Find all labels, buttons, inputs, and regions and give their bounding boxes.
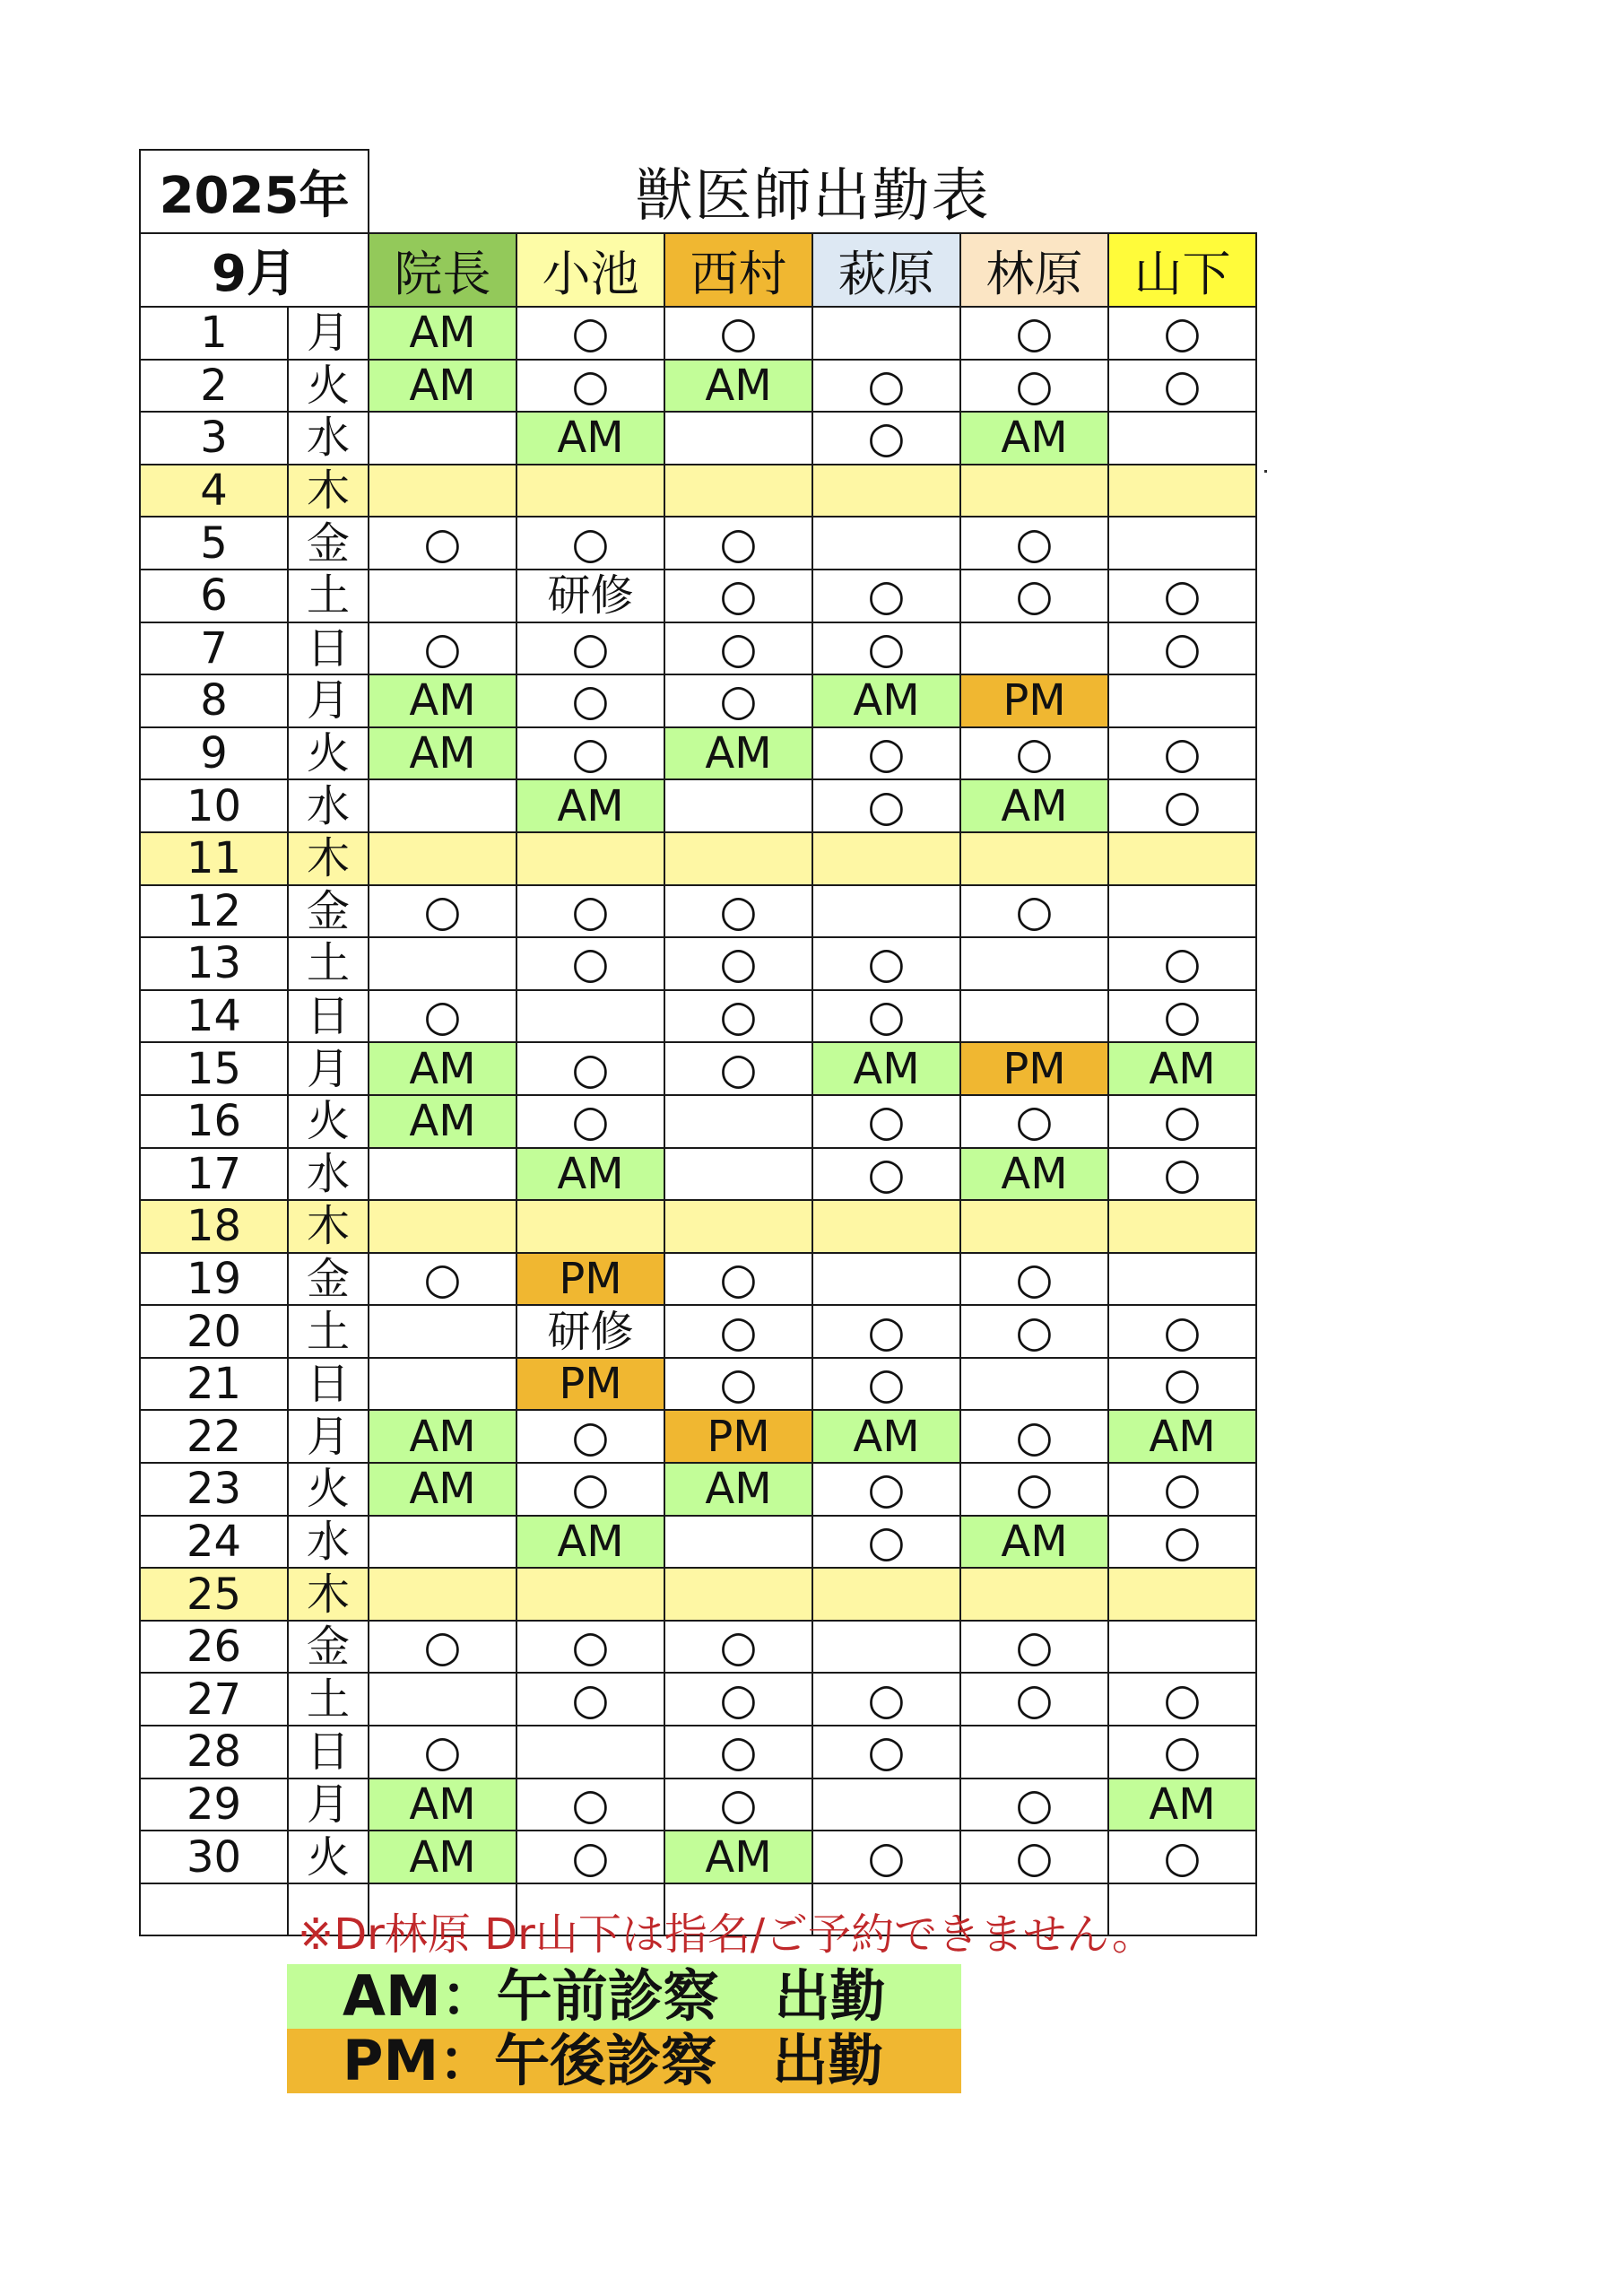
schedule-cell: AM xyxy=(664,360,812,413)
month-label: 9月 xyxy=(140,233,369,307)
schedule-cell: AM xyxy=(369,1095,516,1148)
schedule-cell: ○ xyxy=(516,360,664,413)
schedule-cell xyxy=(369,465,516,517)
schedule-cell xyxy=(1108,412,1256,465)
schedule-cell: ○ xyxy=(369,990,516,1043)
day-number: 28 xyxy=(140,1726,288,1779)
attendance-table xyxy=(139,149,1257,1936)
schedule-cell: ○ xyxy=(516,517,664,570)
day-number: 17 xyxy=(140,1148,288,1201)
schedule-cell: ○ xyxy=(1108,727,1256,780)
schedule-cell: AM xyxy=(960,1516,1108,1569)
schedule-cell xyxy=(1108,674,1256,727)
day-number: 29 xyxy=(140,1779,288,1831)
schedule-cell xyxy=(664,465,812,517)
schedule-cell xyxy=(960,937,1108,990)
table-row xyxy=(140,1621,1256,1674)
schedule-cell: AM xyxy=(1108,1779,1256,1831)
schedule-cell: ○ xyxy=(812,990,960,1043)
schedule-cell: ○ xyxy=(960,1410,1108,1463)
table-row xyxy=(140,570,1256,622)
schedule-cell: PM xyxy=(516,1358,664,1411)
schedule-cell: ○ xyxy=(812,1148,960,1201)
schedule-cell: ○ xyxy=(812,1726,960,1779)
schedule-cell: ○ xyxy=(960,1095,1108,1148)
weekday: 水 xyxy=(288,1516,369,1569)
schedule-cell: ○ xyxy=(664,622,812,675)
table-row xyxy=(140,779,1256,832)
schedule-cell: ○ xyxy=(960,727,1108,780)
schedule-cell xyxy=(1108,1568,1256,1621)
schedule-cell xyxy=(664,412,812,465)
day-number: 5 xyxy=(140,517,288,570)
weekday: 土 xyxy=(288,937,369,990)
schedule-cell: ○ xyxy=(1108,1673,1256,1726)
weekday: 土 xyxy=(288,570,369,622)
weekday: 火 xyxy=(288,727,369,780)
schedule-cell: AM xyxy=(1108,1042,1256,1095)
table-row xyxy=(140,1305,1256,1358)
schedule-cell xyxy=(369,1305,516,1358)
schedule-cell: AM xyxy=(369,1042,516,1095)
weekday: 木 xyxy=(288,832,369,885)
schedule-cell xyxy=(516,465,664,517)
weekday: 日 xyxy=(288,990,369,1043)
schedule-cell: ○ xyxy=(369,1253,516,1306)
schedule-cell: ○ xyxy=(960,517,1108,570)
day-number: 6 xyxy=(140,570,288,622)
schedule-cell: ○ xyxy=(369,517,516,570)
day-number: 22 xyxy=(140,1410,288,1463)
day-number: 15 xyxy=(140,1042,288,1095)
day-number: 21 xyxy=(140,1358,288,1411)
schedule-cell: AM xyxy=(516,1148,664,1201)
schedule-cell xyxy=(664,779,812,832)
schedule-cell xyxy=(812,517,960,570)
schedule-cell: AM xyxy=(369,307,516,360)
schedule-cell: ○ xyxy=(664,1358,812,1411)
weekday: 月 xyxy=(288,1779,369,1831)
weekday: 金 xyxy=(288,1253,369,1306)
schedule-cell: ○ xyxy=(812,1831,960,1883)
schedule-cell: ○ xyxy=(960,1621,1108,1674)
schedule-cell xyxy=(664,1200,812,1253)
weekday: 火 xyxy=(288,1831,369,1883)
schedule-cell: ○ xyxy=(1108,1516,1256,1569)
table-row xyxy=(140,990,1256,1043)
schedule-cell: ○ xyxy=(516,727,664,780)
schedule-cell xyxy=(812,1621,960,1674)
day-number: 20 xyxy=(140,1305,288,1358)
schedule-cell xyxy=(664,1095,812,1148)
schedule-cell: ○ xyxy=(664,937,812,990)
day-number: 19 xyxy=(140,1253,288,1306)
schedule-cell: AM xyxy=(960,779,1108,832)
schedule-cell: AM xyxy=(516,779,664,832)
schedule-cell: ○ xyxy=(1108,622,1256,675)
schedule-cell: PM xyxy=(960,674,1108,727)
schedule-cell xyxy=(960,832,1108,885)
schedule-cell xyxy=(812,1200,960,1253)
schedule-cell: ○ xyxy=(664,885,812,938)
schedule-cell: AM xyxy=(812,674,960,727)
table-row xyxy=(140,1779,1256,1831)
schedule-cell: ○ xyxy=(812,779,960,832)
schedule-cell: PM xyxy=(664,1410,812,1463)
schedule-cell: AM xyxy=(369,1410,516,1463)
booking-note: ※Dr林原 Dr山下は指名/ご予約できません。 xyxy=(298,1909,1155,1960)
table-row xyxy=(140,885,1256,938)
schedule-cell xyxy=(664,1148,812,1201)
day-number: 14 xyxy=(140,990,288,1043)
doctor-header: 院長 xyxy=(369,233,516,307)
schedule-cell xyxy=(960,1568,1108,1621)
schedule-cell xyxy=(960,1358,1108,1411)
schedule-cell xyxy=(369,1148,516,1201)
schedule-cell: ○ xyxy=(664,1673,812,1726)
schedule-cell: ○ xyxy=(664,990,812,1043)
table-row xyxy=(140,1042,1256,1095)
doctor-header: 小池 xyxy=(516,233,664,307)
schedule-cell: ○ xyxy=(664,570,812,622)
schedule-cell xyxy=(812,885,960,938)
schedule-cell xyxy=(1108,885,1256,938)
schedule-cell xyxy=(812,307,960,360)
doctor-header: 林原 xyxy=(960,233,1108,307)
schedule-cell: AM xyxy=(664,727,812,780)
schedule-cell: AM xyxy=(664,1463,812,1516)
schedule-cell xyxy=(960,1200,1108,1253)
table-row xyxy=(140,465,1256,517)
schedule-cell xyxy=(369,1568,516,1621)
schedule-cell: ○ xyxy=(1108,1095,1256,1148)
schedule-cell xyxy=(369,412,516,465)
schedule-cell xyxy=(812,1568,960,1621)
schedule-cell xyxy=(369,1516,516,1569)
schedule-cell: ○ xyxy=(664,517,812,570)
schedule-cell: ○ xyxy=(1108,1463,1256,1516)
schedule-cell: AM xyxy=(369,727,516,780)
schedule-cell xyxy=(369,937,516,990)
schedule-cell: ○ xyxy=(1108,307,1256,360)
weekday: 火 xyxy=(288,1463,369,1516)
schedule-cell: AM xyxy=(369,1463,516,1516)
weekday: 月 xyxy=(288,674,369,727)
table-row xyxy=(140,1148,1256,1201)
schedule-cell: ○ xyxy=(960,1305,1108,1358)
schedule-cell: ○ xyxy=(516,1095,664,1148)
schedule-cell: AM xyxy=(664,1831,812,1883)
schedule-cell: ○ xyxy=(960,307,1108,360)
schedule-cell: 研修 xyxy=(516,570,664,622)
schedule-cell: AM xyxy=(369,674,516,727)
table-row xyxy=(140,1200,1256,1253)
schedule-cell: ○ xyxy=(1108,1148,1256,1201)
schedule-cell: ○ xyxy=(369,622,516,675)
table-row xyxy=(140,832,1256,885)
schedule-cell xyxy=(664,1516,812,1569)
schedule-cell: ○ xyxy=(664,1042,812,1095)
schedule-cell: AM xyxy=(516,1516,664,1569)
day-number: 4 xyxy=(140,465,288,517)
weekday: 金 xyxy=(288,1621,369,1674)
schedule-cell: ○ xyxy=(960,1779,1108,1831)
doctor-header: 萩原 xyxy=(812,233,960,307)
day-number: 7 xyxy=(140,622,288,675)
schedule-cell xyxy=(1108,1621,1256,1674)
table-row xyxy=(140,1568,1256,1621)
schedule-cell: ○ xyxy=(664,1779,812,1831)
schedule-cell: ○ xyxy=(369,1621,516,1674)
weekday: 火 xyxy=(288,1095,369,1148)
day-number: 24 xyxy=(140,1516,288,1569)
weekday: 月 xyxy=(288,307,369,360)
schedule-cell: ○ xyxy=(1108,1831,1256,1883)
schedule-cell: AM xyxy=(369,360,516,413)
day-number: 8 xyxy=(140,674,288,727)
table-row xyxy=(140,412,1256,465)
schedule-cell: PM xyxy=(960,1042,1108,1095)
schedule-cell xyxy=(1108,465,1256,517)
schedule-cell: ○ xyxy=(960,1673,1108,1726)
schedule-cell: ○ xyxy=(812,937,960,990)
weekday: 水 xyxy=(288,412,369,465)
schedule-cell: ○ xyxy=(664,307,812,360)
schedule-cell xyxy=(1108,517,1256,570)
schedule-cell: ○ xyxy=(1108,1726,1256,1779)
schedule-cell: ○ xyxy=(1108,990,1256,1043)
table-row xyxy=(140,1516,1256,1569)
am-legend: AM：午前診察 出勤 xyxy=(287,1964,961,2029)
schedule-cell xyxy=(960,465,1108,517)
day-number: 2 xyxy=(140,360,288,413)
table-row xyxy=(140,937,1256,990)
schedule-cell: ○ xyxy=(960,885,1108,938)
weekday: 木 xyxy=(288,1200,369,1253)
schedule-cell: AM xyxy=(369,1779,516,1831)
day-number: 10 xyxy=(140,779,288,832)
table-row xyxy=(140,674,1256,727)
table-row xyxy=(140,307,1256,360)
table-row xyxy=(140,1673,1256,1726)
schedule-cell: ○ xyxy=(516,885,664,938)
schedule-cell: ○ xyxy=(1108,360,1256,413)
schedule-cell xyxy=(812,832,960,885)
weekday: 木 xyxy=(288,1568,369,1621)
schedule-cell: ○ xyxy=(516,1831,664,1883)
schedule-cell: ○ xyxy=(664,1726,812,1779)
day-number: 25 xyxy=(140,1568,288,1621)
schedule-cell xyxy=(812,1779,960,1831)
weekday: 月 xyxy=(288,1410,369,1463)
schedule-cell: ○ xyxy=(812,570,960,622)
schedule-cell xyxy=(812,1253,960,1306)
schedule-cell: ○ xyxy=(960,1253,1108,1306)
pm-legend: PM：午後診察 出勤 xyxy=(287,2029,961,2093)
schedule-cell: ○ xyxy=(812,1516,960,1569)
schedule-cell xyxy=(516,1568,664,1621)
schedule-cell: ○ xyxy=(664,1305,812,1358)
weekday: 日 xyxy=(288,1358,369,1411)
schedule-cell: ○ xyxy=(516,1779,664,1831)
schedule-cell xyxy=(516,1726,664,1779)
schedule-cell xyxy=(369,1200,516,1253)
schedule-cell xyxy=(369,1673,516,1726)
day-number: 13 xyxy=(140,937,288,990)
table-row xyxy=(140,517,1256,570)
schedule-cell xyxy=(369,1358,516,1411)
stray-dot xyxy=(1264,470,1267,473)
table-row xyxy=(140,1358,1256,1411)
schedule-cell: ○ xyxy=(1108,1358,1256,1411)
schedule-cell xyxy=(960,990,1108,1043)
schedule-cell: ○ xyxy=(516,1042,664,1095)
table-row xyxy=(140,622,1256,675)
weekday: 土 xyxy=(288,1305,369,1358)
doctor-header: 西村 xyxy=(664,233,812,307)
schedule-cell: ○ xyxy=(516,307,664,360)
day-number: 18 xyxy=(140,1200,288,1253)
day-number: 12 xyxy=(140,885,288,938)
day-number: 3 xyxy=(140,412,288,465)
schedule-cell: AM xyxy=(960,1148,1108,1201)
table-row xyxy=(140,360,1256,413)
schedule-cell xyxy=(1108,1253,1256,1306)
year-label: 2025年 xyxy=(140,150,369,233)
schedule-cell: ○ xyxy=(516,937,664,990)
day-number: 30 xyxy=(140,1831,288,1883)
weekday: 水 xyxy=(288,779,369,832)
schedule-cell: ○ xyxy=(516,1621,664,1674)
schedule-cell: ○ xyxy=(812,1095,960,1148)
schedule-cell: ○ xyxy=(1108,937,1256,990)
page-title: 獣医師出勤表 xyxy=(369,150,1256,233)
schedule-cell: ○ xyxy=(812,360,960,413)
schedule-cell xyxy=(369,570,516,622)
day-number: 1 xyxy=(140,307,288,360)
schedule-cell xyxy=(516,990,664,1043)
schedule-cell: ○ xyxy=(516,1673,664,1726)
schedule-cell: ○ xyxy=(516,1463,664,1516)
weekday: 水 xyxy=(288,1148,369,1201)
schedule-cell xyxy=(960,1726,1108,1779)
schedule-cell: ○ xyxy=(812,622,960,675)
table-row xyxy=(140,1726,1256,1779)
schedule-cell: ○ xyxy=(960,1831,1108,1883)
table-row xyxy=(140,1253,1256,1306)
schedule-cell: AM xyxy=(516,412,664,465)
schedule-cell: ○ xyxy=(812,1463,960,1516)
weekday: 日 xyxy=(288,1726,369,1779)
schedule-cell: ○ xyxy=(664,1253,812,1306)
schedule-cell: ○ xyxy=(812,412,960,465)
schedule-cell: AM xyxy=(812,1042,960,1095)
schedule-cell: ○ xyxy=(664,1621,812,1674)
schedule-cell xyxy=(369,779,516,832)
schedule-cell: ○ xyxy=(812,1305,960,1358)
schedule-cell: ○ xyxy=(1108,1305,1256,1358)
schedule-cell: AM xyxy=(960,412,1108,465)
table-row xyxy=(140,1831,1256,1883)
schedule-cell xyxy=(960,622,1108,675)
schedule-cell: ○ xyxy=(369,1726,516,1779)
day-number: 27 xyxy=(140,1673,288,1726)
day-number: 26 xyxy=(140,1621,288,1674)
table-row xyxy=(140,1410,1256,1463)
schedule-cell: PM xyxy=(516,1253,664,1306)
weekday: 木 xyxy=(288,465,369,517)
schedule-cell: ○ xyxy=(516,622,664,675)
day-number: 16 xyxy=(140,1095,288,1148)
schedule-cell xyxy=(1108,1200,1256,1253)
schedule-cell: ○ xyxy=(516,1410,664,1463)
schedule-cell: ○ xyxy=(516,674,664,727)
weekday: 土 xyxy=(288,1673,369,1726)
schedule-cell: ○ xyxy=(664,674,812,727)
day-number: 23 xyxy=(140,1463,288,1516)
schedule-cell: ○ xyxy=(812,727,960,780)
table-row xyxy=(140,1095,1256,1148)
schedule-cell: 研修 xyxy=(516,1305,664,1358)
weekday: 金 xyxy=(288,517,369,570)
schedule-cell: AM xyxy=(369,1831,516,1883)
weekday: 金 xyxy=(288,885,369,938)
schedule-cell xyxy=(664,832,812,885)
schedule-cell xyxy=(369,832,516,885)
schedule-cell: ○ xyxy=(960,1463,1108,1516)
table-row xyxy=(140,1463,1256,1516)
schedule-cell: ○ xyxy=(369,885,516,938)
weekday: 月 xyxy=(288,1042,369,1095)
blank-cell xyxy=(140,1883,288,1935)
schedule-cell xyxy=(516,1200,664,1253)
weekday: 日 xyxy=(288,622,369,675)
schedule-cell xyxy=(664,1568,812,1621)
day-number: 9 xyxy=(140,727,288,780)
schedule-cell: ○ xyxy=(1108,570,1256,622)
schedule-cell: AM xyxy=(812,1410,960,1463)
schedule-cell: ○ xyxy=(960,570,1108,622)
schedule-cell: AM xyxy=(1108,1410,1256,1463)
schedule-cell: ○ xyxy=(812,1358,960,1411)
schedule-cell: ○ xyxy=(812,1673,960,1726)
schedule-cell xyxy=(516,832,664,885)
schedule-cell xyxy=(1108,832,1256,885)
doctor-header: 山下 xyxy=(1108,233,1256,307)
weekday: 火 xyxy=(288,360,369,413)
day-number: 11 xyxy=(140,832,288,885)
schedule-cell xyxy=(812,465,960,517)
schedule-cell: ○ xyxy=(1108,779,1256,832)
schedule-cell: ○ xyxy=(960,360,1108,413)
table-row xyxy=(140,727,1256,780)
